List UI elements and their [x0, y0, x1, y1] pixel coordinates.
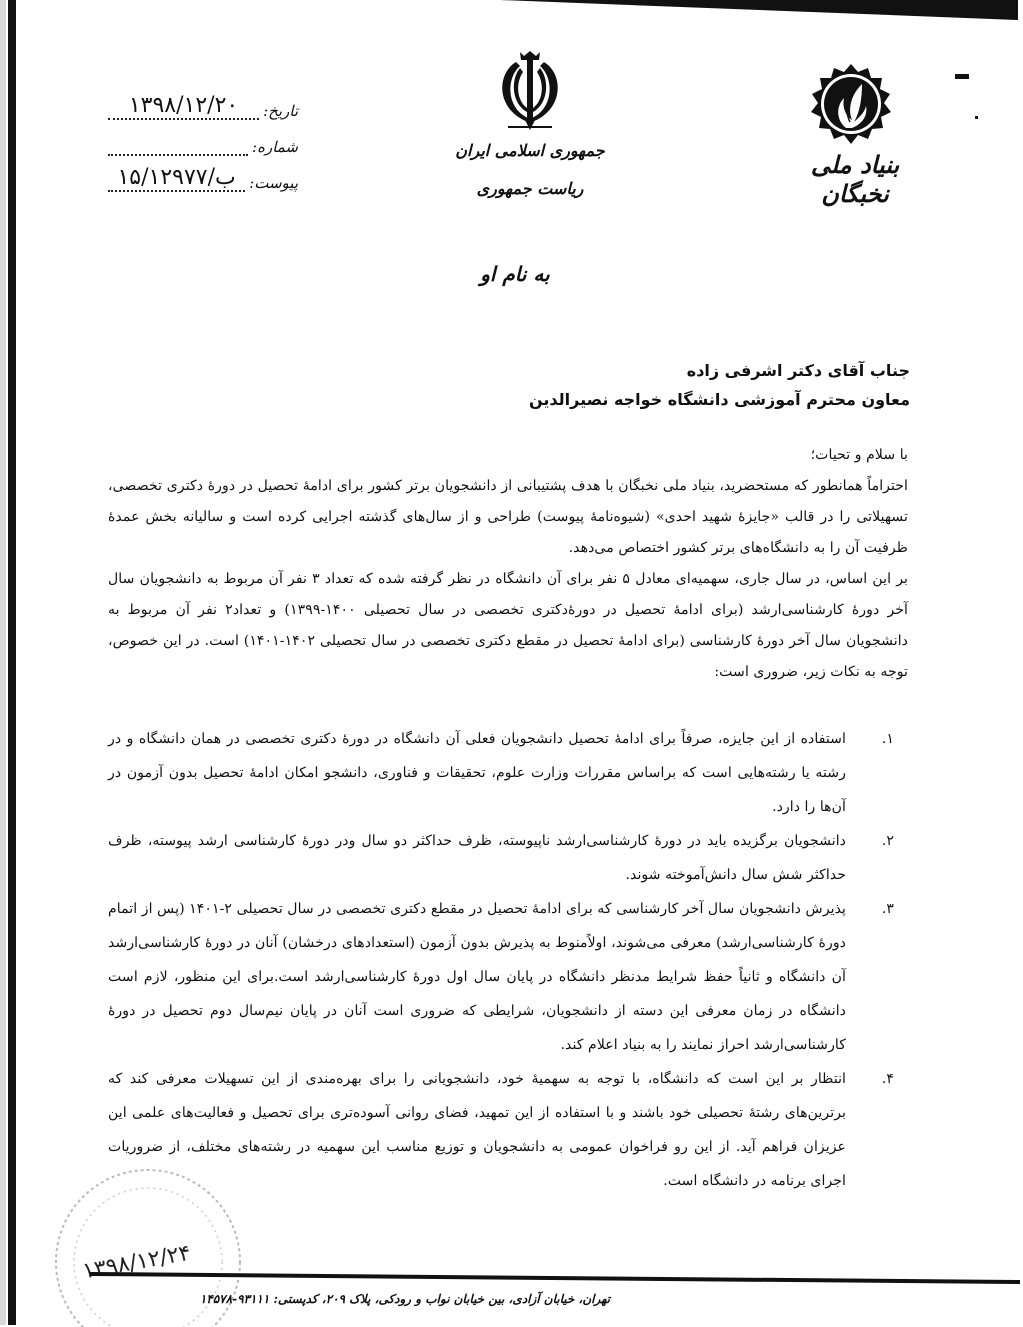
list-item-text: انتظار بر این است که دانشگاه، با توجه به سهمیۀ خود، دانشجویانی را برای بهره‌مندی از این تسهیلات معرفی کند که برترین‌های رشتۀ تحصیلی خود باشند و با استفاده از این تمهید، فضای روانی آسوده‌تری برای تحصیل و فعالیت‌های علمی این عزیزان فراهم آید. از این رو فراخوان عمومی به دانشجویان و توزیع مناسب این سهمیه در رشته‌های مختلف، از ضروریات اجرای برنامه در دانشگاه است. — [108, 1071, 846, 1189]
meta-attachment-value: ۱۵/۱۲۹۷۷/ب — [108, 165, 245, 192]
letter-body — [108, 440, 908, 688]
government-line-2: ریاست جمهوری — [476, 179, 584, 198]
greeting: با سلام و تحیات؛ — [810, 447, 908, 463]
list-item — [108, 892, 894, 1062]
meta-number-row — [108, 120, 298, 156]
meta-attachment-label: پیوست: — [249, 174, 298, 192]
footer-address: تهران، خیابان آزادی، بین خیابان نواب و رودکی، پلاک ۲۰۹، کدپستی: ۹۳۱۱۱-۱۴۵۷۸ — [199, 1292, 610, 1306]
elites-foundation-logo-icon — [806, 62, 896, 152]
addressee-name: جناب آقای دکتر اشرفی زاده — [686, 361, 910, 380]
list-item-number: ۱. — [881, 731, 894, 747]
stamp-date: ۱۳۹۸/۱۲/۲۴ — [80, 1240, 193, 1285]
list-item-number: ۳. — [881, 901, 894, 917]
list-item-text: استفاده از این جایزه، صرفاً برای ادامۀ تحصیل دانشجویان فعلی آن دانشگاه در دورۀ دکتری تخصصی در همان دانشگاه و در رشته یا رشته‌هایی است که براساس مقررات وزارت علوم، تحقیقات و فناوری، دانشجو امکان ادامۀ تحصیل بدون آزمون در آن‌ها را دارد. — [108, 731, 846, 815]
letter-meta — [108, 84, 298, 192]
list-item — [108, 824, 894, 892]
government-line-1: جمهوری اسلامی ایران — [455, 141, 605, 160]
list-item-number: ۲. — [881, 833, 894, 849]
list-item — [108, 722, 894, 824]
list-item-text: پذیرش دانشجویان سال آخر کارشناسی که برای ادامۀ تحصیل در مقطع دکتری تخصصی در سال تحصیلی ۲-۱۴۰۱ (پس از اتمام دورۀ کارشناسی‌ارشد) معرفی می‌شوند، اولاًمنوط به پذیرش بدون آزمون (استعدادهای درخشان) آنان در دورۀ کارشناسی‌ارشد آن دانشگاه و ثانیاً حفظ شرایط مدنظر دانشگاه در پایان سال اول دورۀ کارشناسی‌ارشد است.برای این منظور، لازم است دانشگاه در زمان معرفی این دسته از دانشجویان، شرایطی که ضروری است آنان در پایان نیم‌سال دوم تحصیل در دورۀ کارشناسی‌ارشد احراز نمایند را به بنیاد اعلام کند. — [108, 901, 846, 1053]
list-item-number: ۴. — [881, 1071, 894, 1087]
iran-emblem-icon — [490, 48, 570, 134]
meta-date-row — [108, 84, 298, 120]
addressee-title: معاون محترم آموزشی دانشگاه خواجه نصیرالدین — [528, 390, 910, 409]
government-header — [440, 132, 620, 208]
body-paragraph-2: بر این اساس، در سال جاری، سهمیه‌ای معادل ۵ نفر برای آن دانشگاه در نظر گرفته شده که تعداد ۳ نفر آن مربوط به دانشجویان سال آخر دورۀ کارشناسی‌ارشد (برای ادامۀ تحصیل در دورۀ‌دکتری تخصصی در سال تحصیلی ۱۴۰۰-۱۳۹۹) و تعداد۲ نفر آن مربوط به دانشجویان سال آخر دورۀ کارشناسی (برای ادامۀ تحصیل در مقطع دکتری تخصصی در سال تحصیلی ۱۴۰۲-۱۴۰۱) است. در این خصوص، توجه به نکات زیر، ضروری است: — [108, 571, 908, 680]
numbered-list — [108, 722, 894, 1198]
scan-edge-shadow — [0, 0, 6, 1325]
meta-number-value — [108, 154, 248, 156]
scan-edge-left — [8, 0, 16, 1325]
meta-date-value: ۱۳۹۸/۱۲/۲۰ — [108, 93, 259, 120]
foundation-name: بنیاد ملی نخبگان — [810, 150, 900, 208]
scan-speck — [975, 116, 978, 119]
list-item-text: دانشجویان برگزیده باید در دورۀ کارشناسی‌ارشد ناپیوسته، ظرف حداکثر دو سال ودر دورۀ کارشناسی ارشد پیوسته، ظرف حداکثر شش سال دانش‌آموخته شوند. — [108, 833, 846, 883]
scan-speck — [955, 74, 969, 79]
invocation-heading: به نام او — [480, 262, 550, 286]
meta-number-label: شماره: — [252, 138, 298, 156]
meta-date-label: تاریخ: — [263, 102, 298, 120]
body-paragraph-1: احتراماً همانطور که مستحضرید، بنیاد ملی نخبگان با هدف پشتیبانی از دانشجویان برتر کشور برای ادامۀ تحصیل در دورۀ دکتری تخصصی، تسهیلاتی را در قالب «جایزۀ شهید احدی» (شیوه‌نامۀ پیوست) طراحی و از سال‌های گذشته اجرایی کرده است و سالیانه بخش عمدۀ ظرفیت آن را به دانشگاه‌های برتر کشور اختصاص می‌دهد. — [108, 478, 908, 556]
meta-attachment-row — [108, 156, 298, 192]
addressee-block — [400, 356, 910, 414]
scan-edge-top — [500, 0, 1018, 20]
